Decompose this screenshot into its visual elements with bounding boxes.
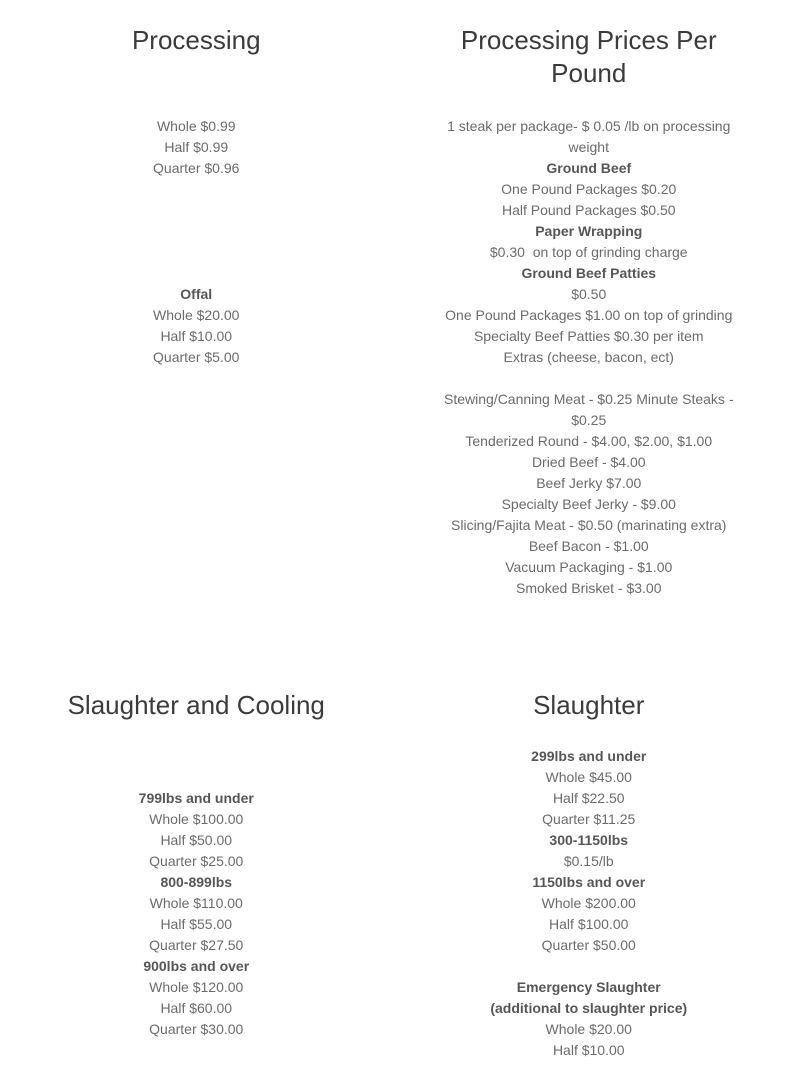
price-line: Beef Jerky $7.00 [536,475,642,491]
price-line [490,956,687,977]
section-title-area [533,689,644,746]
price-line: Half $100.00 [549,916,629,932]
price-line: Whole $100.00 [149,811,244,827]
section-body [444,116,734,599]
price-line: Extras (cheese, bacon, ect) [503,349,674,365]
price-line: Dried Beef - $4.00 [531,454,646,470]
price-line: Whole $20.00 [153,307,240,323]
price-line: weight [568,139,609,155]
price-line [153,200,239,221]
section-processing [0,24,393,599]
section-title: Slaughter [533,690,645,720]
price-line: Half $60.00 [160,1000,233,1016]
price-line: Specialty Beef Jerky - $9.00 [501,496,676,512]
price-line: Offal [180,286,213,302]
price-line: Quarter $0.96 [153,160,240,176]
bottom-row [0,689,785,1061]
price-line: Whole $20.00 [545,1021,632,1037]
price-line: Half $50.00 [160,832,233,848]
price-line: 1 steak per package- $ 0.05 /lb on processing [447,118,731,134]
price-line: Half Pound Packages $0.50 [501,202,676,218]
price-line [139,746,254,767]
section-body [153,116,239,368]
section-title-area [68,689,325,746]
section-title: Slaughter and Cooling [67,690,325,720]
price-line: 300-1150lbs [549,832,629,848]
price-line: Whole $200.00 [541,895,636,911]
price-line: One Pound Packages $1.00 on top of grinding [445,307,733,323]
price-line: (additional to slaughter price) [490,1000,688,1016]
price-line: Quarter $50.00 [541,937,636,953]
price-line: Smoked Brisket - $3.00 [515,580,662,596]
price-line: Half $22.50 [552,790,625,806]
price-line: $0.15/lb [563,853,614,869]
price-line: Quarter $25.00 [149,853,244,869]
section-slaughter-and-cooling [0,689,393,1061]
price-line: Beef Bacon - $1.00 [528,538,649,554]
price-line [153,179,239,200]
section-title-area [132,24,261,116]
price-line [153,242,239,263]
price-line: Quarter $5.00 [153,349,240,365]
section-title-area [424,24,754,116]
section-body [139,746,254,1040]
price-line: Half $10.00 [160,328,233,344]
top-row [0,24,785,599]
price-line: Quarter $27.50 [149,937,244,953]
price-line: Quarter $11.25 [542,811,636,827]
price-line: $0.50 [571,286,607,302]
price-line: Emergency Slaughter [516,979,661,995]
price-line: Whole $120.00 [149,979,244,995]
price-line: Stewing/Canning Meat - $0.25 Minute Steaks - [444,391,734,407]
price-line: Quarter $30.00 [149,1021,244,1037]
price-line: $0.30 on top of grinding charge [489,244,688,260]
price-line: Half $10.00 [552,1042,625,1058]
price-line [153,263,239,284]
price-line: Slicing/Fajita Meat - $0.50 (marinating extra) [451,517,727,533]
price-line: Half $55.00 [160,916,233,932]
price-line: Ground Beef Patties [521,265,657,281]
price-line: 1150lbs and over [532,874,646,890]
price-line: Half $0.99 [164,139,229,155]
price-line [444,368,734,389]
section-title: Processing [131,25,261,55]
section-processing-prices-per-pound [393,24,785,599]
price-line: Paper Wrapping [535,223,643,239]
price-line: Whole $0.99 [156,118,236,134]
price-line: Vacuum Packaging - $1.00 [505,559,673,575]
price-line: 900lbs and over [143,958,250,974]
price-line: One Pound Packages $0.20 [501,181,677,197]
price-line: 800-899lbs [160,874,233,890]
price-line: Ground Beef [546,160,632,176]
price-line: Tenderized Round - $4.00, $2.00, $1.00 [465,433,713,449]
price-line [139,767,254,788]
price-line: Whole $45.00 [545,769,632,785]
section-body [490,746,687,1061]
price-line: $0.25 [571,412,607,428]
section-title: Processing Prices Per Pound [460,25,717,88]
price-line [153,221,239,242]
price-line: Specialty Beef Patties $0.30 per item [473,328,704,344]
price-line: 299lbs and under [531,748,647,764]
price-line: 799lbs and under [138,790,254,806]
price-line: Whole $110.00 [149,895,243,911]
section-slaughter [393,689,785,1061]
